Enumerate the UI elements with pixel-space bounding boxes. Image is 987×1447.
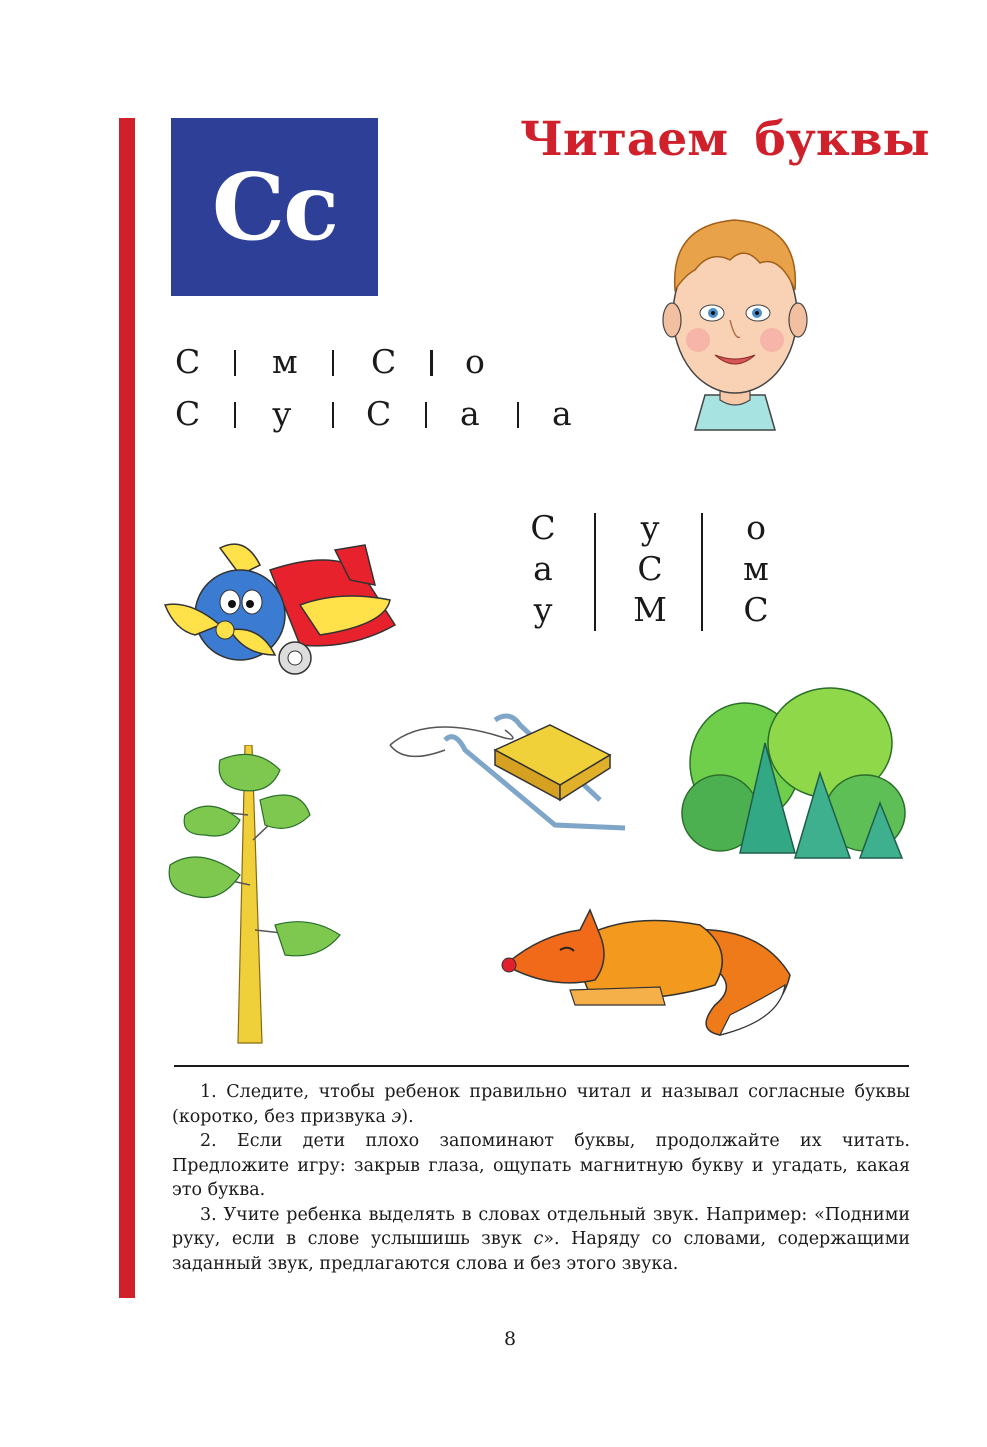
note-text: ». Наряду со словами, содержащими заданный звук, предлагаются слова и без этого звука.: [172, 1229, 910, 1274]
letter-cell: а: [460, 394, 480, 433]
letter-row-2: [172, 392, 592, 436]
letter-cell: С: [175, 342, 201, 381]
note-3: [172, 1203, 910, 1277]
column-divider: [594, 513, 596, 631]
letter-row-1: [172, 340, 572, 384]
airplane-icon: [160, 530, 405, 690]
fox-icon: [500, 905, 795, 1040]
syllable-column: [620, 507, 680, 630]
row-separator: [234, 350, 236, 376]
syllable-cell: у: [533, 590, 553, 629]
syllable-cell: м: [743, 549, 769, 588]
notes-divider: [174, 1065, 909, 1067]
syllable-cell: о: [746, 508, 766, 547]
letter-cell: С: [175, 394, 201, 433]
letter-card: [171, 118, 378, 296]
note-text: 2. Если дети плохо запоминают буквы, продолжайте их читать. Предложите игру: закрыв глаза, ощупать магнитную букву и угадать, какая это буква.: [172, 1131, 910, 1200]
letter-cell: С: [371, 342, 397, 381]
left-red-bar: [119, 118, 135, 1298]
row-separator: [234, 402, 236, 428]
note-1: [172, 1080, 910, 1129]
pine-tree-icon: [160, 745, 350, 1045]
row-separator: [332, 402, 334, 428]
letter-cell: о: [465, 342, 485, 381]
page-title: Читаем буквы: [520, 112, 930, 167]
note-italic: с: [533, 1229, 544, 1249]
boy-icon: [650, 195, 820, 435]
syllable-cell: С: [743, 590, 769, 629]
syllable-table: [510, 507, 790, 637]
syllable-cell: С: [530, 508, 556, 547]
note-text: 3. Учите ребенка выделять в словах отдельный звук. Например: «Подними руку, если в слове услышишь звук: [172, 1204, 910, 1249]
note-text: ).: [401, 1106, 414, 1127]
row-separator: [430, 350, 433, 376]
row-separator: [517, 402, 519, 428]
page-number: 8: [503, 1328, 517, 1350]
row-separator: [332, 350, 334, 376]
teacher-notes: [172, 1080, 910, 1276]
syllable-cell: С: [637, 549, 663, 588]
letter-cell: у: [272, 394, 292, 433]
letter-cell: м: [272, 342, 298, 381]
letter-cell: С: [366, 394, 392, 433]
note-text: 1. Следите, чтобы ребенок правильно читал и называл согласные буквы (коротко, без призвука: [172, 1082, 910, 1127]
syllable-cell: а: [533, 549, 553, 588]
sled-icon: [385, 710, 630, 835]
syllable-column: [513, 507, 573, 630]
column-divider: [701, 513, 703, 631]
syllable-column: [726, 507, 786, 630]
syllable-cell: М: [633, 590, 667, 629]
row-separator: [425, 402, 427, 428]
note-2: [172, 1129, 910, 1203]
note-italic: э: [391, 1106, 402, 1127]
bushes-icon: [680, 683, 908, 863]
syllable-cell: у: [640, 508, 660, 547]
letter-cell: а: [552, 394, 572, 433]
letter-card-text: Сс: [211, 153, 338, 261]
